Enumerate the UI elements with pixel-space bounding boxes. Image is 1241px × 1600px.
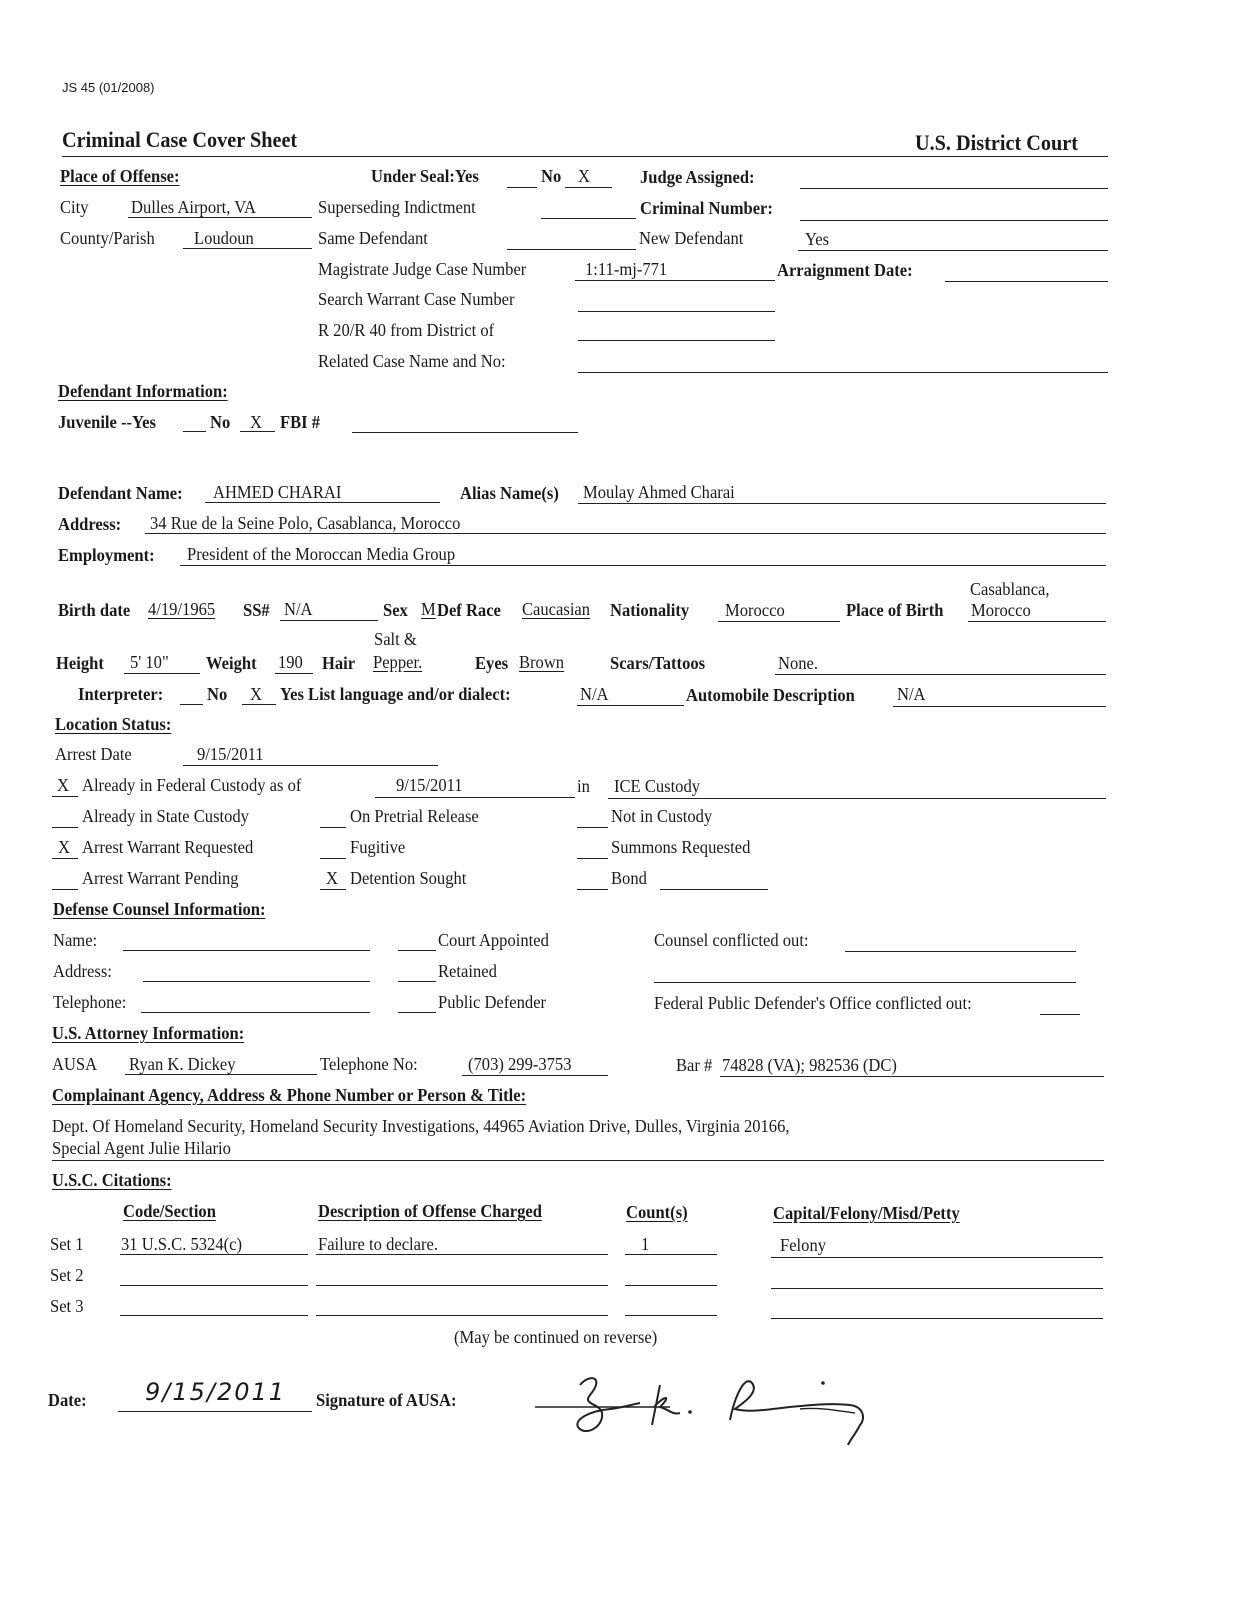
new-defendant-label: New Defendant bbox=[639, 228, 744, 248]
federal-label: Already in Federal Custody as of bbox=[82, 775, 302, 795]
continued-note: (May be continued on reverse) bbox=[454, 1327, 658, 1347]
city-value: Dulles Airport, VA bbox=[131, 197, 256, 217]
warrant-req-label: Arrest Warrant Requested bbox=[82, 837, 254, 857]
juvenile-no-field[interactable] bbox=[240, 431, 275, 432]
complainant-line2: Special Agent Julie Hilario bbox=[52, 1138, 231, 1158]
scars-label: Scars/Tattoos bbox=[610, 653, 706, 673]
conflicted-field[interactable] bbox=[845, 951, 1076, 952]
conflicted-label: Counsel conflicted out: bbox=[654, 930, 809, 950]
weight-field[interactable] bbox=[275, 673, 313, 674]
language-label: Yes List language and/or dialect: bbox=[280, 684, 511, 704]
interpreter-label: Interpreter: bbox=[78, 684, 164, 704]
city-label: City bbox=[60, 197, 89, 217]
ausa-value: Ryan K. Dickey bbox=[129, 1054, 236, 1074]
criminal-number-label: Criminal Number: bbox=[640, 198, 773, 218]
place-heading: Place of Offense: bbox=[60, 166, 180, 186]
phone-label: Telephone No: bbox=[320, 1054, 418, 1074]
code-value: 31 U.S.C. 5324(c) bbox=[121, 1234, 242, 1254]
interpreter-blank[interactable] bbox=[180, 704, 203, 705]
description-field[interactable] bbox=[316, 1254, 608, 1255]
under-seal-no-label: No bbox=[541, 166, 562, 186]
federal-checkbox[interactable] bbox=[52, 796, 78, 797]
retained-checkbox[interactable] bbox=[398, 981, 436, 982]
complainant-heading: Complainant Agency, Address & Phone Number or Person & Title: bbox=[52, 1085, 527, 1105]
race-value: Caucasian bbox=[522, 599, 591, 619]
new-defendant-value: Yes bbox=[805, 229, 830, 249]
height-field[interactable] bbox=[124, 673, 200, 674]
county-field[interactable] bbox=[183, 248, 312, 249]
address-value: 34 Rue de la Seine Polo, Casablanca, Morocco bbox=[150, 513, 461, 533]
nationality-label: Nationality bbox=[610, 600, 690, 620]
related-case-label: Related Case Name and No: bbox=[318, 351, 506, 371]
fbi-label: FBI # bbox=[280, 412, 321, 432]
alias-field[interactable] bbox=[578, 503, 1106, 504]
title-rule bbox=[62, 156, 1108, 157]
nationality-field[interactable] bbox=[718, 621, 840, 622]
federal-date: 9/15/2011 bbox=[396, 775, 463, 795]
defense-address-label: Address: bbox=[53, 961, 112, 981]
new-defendant-field[interactable] bbox=[798, 250, 1108, 251]
description-value: Failure to declare. bbox=[318, 1234, 439, 1254]
counts-value: 1 bbox=[641, 1234, 650, 1254]
interpreter-no-field[interactable] bbox=[242, 704, 276, 705]
interpreter-no-value: X bbox=[250, 684, 262, 704]
height-label: Height bbox=[56, 653, 104, 673]
ss-label: SS# bbox=[243, 600, 270, 620]
address-field[interactable] bbox=[145, 533, 1106, 534]
col-counts: Count(s) bbox=[626, 1202, 688, 1222]
juvenile-no-value: X bbox=[250, 412, 262, 432]
ausa-signature bbox=[530, 1365, 875, 1450]
pretrial-checkbox[interactable] bbox=[320, 827, 346, 828]
fbi-field[interactable] bbox=[352, 432, 578, 433]
summons-label: Summons Requested bbox=[611, 837, 751, 857]
complainant-field[interactable] bbox=[52, 1160, 1104, 1161]
warrant-pend-checkbox[interactable] bbox=[52, 889, 78, 890]
conflicted-field-2[interactable] bbox=[654, 982, 1076, 983]
same-defendant-label: Same Defendant bbox=[318, 228, 428, 248]
language-value: N/A bbox=[580, 684, 609, 704]
r20-label: R 20/R 40 from District of bbox=[318, 320, 495, 340]
code-field[interactable] bbox=[120, 1254, 308, 1255]
phone-value: (703) 299-3753 bbox=[468, 1054, 572, 1074]
judge-label: Judge Assigned: bbox=[640, 167, 755, 187]
pob-line2: Morocco bbox=[971, 600, 1031, 620]
court-name: U.S. District Court bbox=[915, 130, 1079, 155]
auto-field[interactable] bbox=[893, 706, 1106, 707]
sex-value: M bbox=[421, 599, 436, 619]
col-description: Description of Offense Charged bbox=[318, 1201, 542, 1221]
defense-heading: Defense Counsel Information: bbox=[53, 899, 266, 919]
detention-checkbox[interactable] bbox=[320, 889, 346, 890]
language-field[interactable] bbox=[577, 705, 684, 706]
defendant-name-value: AHMED CHARAI bbox=[213, 482, 342, 502]
arrest-date-label: Arrest Date bbox=[55, 744, 132, 764]
pob-line1: Casablanca, bbox=[970, 579, 1050, 599]
fpd-label: Federal Public Defender's Office conflicted out: bbox=[654, 993, 972, 1013]
scars-field[interactable] bbox=[775, 674, 1106, 675]
alias-value: Moulay Ahmed Charai bbox=[583, 482, 735, 502]
counts-field[interactable] bbox=[625, 1315, 717, 1316]
under-seal-label: Under Seal:Yes bbox=[371, 166, 479, 186]
employment-value: President of the Moroccan Media Group bbox=[187, 544, 456, 564]
ss-value: N/A bbox=[284, 599, 313, 619]
birth-value: 4/19/1965 bbox=[148, 599, 216, 619]
arraignment-field[interactable] bbox=[945, 281, 1108, 282]
federal-date-field[interactable] bbox=[375, 797, 575, 798]
location-heading: Location Status: bbox=[55, 714, 172, 734]
date-value: 9/15/2011 bbox=[145, 1378, 287, 1406]
pretrial-label: On Pretrial Release bbox=[350, 806, 479, 826]
auto-label: Automobile Description bbox=[686, 685, 855, 705]
search-warrant-label: Search Warrant Case Number bbox=[318, 289, 515, 309]
bond-checkbox[interactable] bbox=[577, 889, 608, 890]
counts-field[interactable] bbox=[625, 1285, 717, 1286]
detention-mark: X bbox=[326, 868, 338, 888]
date-field[interactable] bbox=[118, 1411, 312, 1412]
phone-field[interactable] bbox=[462, 1075, 608, 1076]
federal-mark: X bbox=[57, 775, 69, 795]
public-defender-checkbox[interactable] bbox=[398, 1012, 436, 1013]
set-label: Set 1 bbox=[50, 1234, 84, 1254]
in-label: in bbox=[577, 776, 590, 796]
class-field[interactable] bbox=[771, 1288, 1103, 1289]
under-seal-yes-field[interactable] bbox=[507, 187, 537, 188]
weight-label: Weight bbox=[206, 653, 257, 673]
form-id: JS 45 (01/2008) bbox=[62, 80, 155, 95]
magistrate-label: Magistrate Judge Case Number bbox=[318, 259, 527, 279]
juvenile-yes-field[interactable] bbox=[183, 431, 206, 432]
ausa-field[interactable] bbox=[125, 1074, 317, 1075]
counts-field[interactable] bbox=[625, 1254, 717, 1255]
auto-value: N/A bbox=[897, 684, 926, 704]
superseding-field[interactable] bbox=[541, 218, 636, 219]
class-field[interactable] bbox=[771, 1257, 1103, 1258]
col-code: Code/Section bbox=[123, 1201, 216, 1221]
bar-label: Bar # bbox=[676, 1055, 713, 1075]
eyes-label: Eyes bbox=[475, 653, 509, 673]
pob-field[interactable] bbox=[968, 621, 1106, 622]
hair-line1: Salt & bbox=[374, 629, 417, 649]
attorney-heading: U.S. Attorney Information: bbox=[52, 1023, 245, 1043]
fpd-field[interactable] bbox=[1040, 1014, 1080, 1015]
warrant-pend-label: Arrest Warrant Pending bbox=[82, 868, 239, 888]
fugitive-checkbox[interactable] bbox=[320, 858, 346, 859]
date-label: Date: bbox=[48, 1390, 87, 1410]
defense-name-field[interactable] bbox=[123, 950, 370, 951]
page-title: Criminal Case Cover Sheet bbox=[62, 127, 298, 152]
defense-telephone-label: Telephone: bbox=[53, 992, 127, 1012]
code-field[interactable] bbox=[120, 1285, 308, 1286]
birth-label: Birth date bbox=[58, 600, 131, 620]
retained-label: Retained bbox=[438, 961, 497, 981]
bond-label: Bond bbox=[611, 868, 647, 888]
alias-label: Alias Name(s) bbox=[460, 483, 559, 503]
col-class: Capital/Felony/Misd/Petty bbox=[773, 1203, 960, 1223]
set-label: Set 3 bbox=[50, 1296, 84, 1316]
juvenile-no-label: No bbox=[210, 412, 231, 432]
court-appointed-checkbox[interactable] bbox=[398, 950, 436, 951]
eyes-value: Brown bbox=[519, 652, 565, 672]
height-value: 5' 10" bbox=[130, 652, 169, 672]
not-custody-label: Not in Custody bbox=[611, 806, 713, 826]
hair-label: Hair bbox=[322, 653, 356, 673]
search-warrant-field[interactable] bbox=[578, 311, 775, 312]
magistrate-field[interactable] bbox=[575, 280, 775, 281]
employment-field[interactable] bbox=[180, 565, 1106, 566]
court-appointed-label: Court Appointed bbox=[438, 930, 549, 950]
detention-label: Detention Sought bbox=[350, 868, 467, 888]
address-label: Address: bbox=[58, 514, 122, 534]
not-custody-checkbox[interactable] bbox=[577, 827, 608, 828]
ausa-label: AUSA bbox=[52, 1054, 98, 1074]
warrant-req-checkbox[interactable] bbox=[52, 858, 78, 859]
arraignment-label: Arraignment Date: bbox=[777, 260, 913, 280]
county-label: County/Parish bbox=[60, 228, 155, 248]
state-label: Already in State Custody bbox=[82, 806, 249, 826]
scars-value: None. bbox=[778, 653, 819, 673]
same-defendant-field[interactable] bbox=[507, 249, 636, 250]
pob-label: Place of Birth bbox=[846, 600, 944, 620]
judge-field[interactable] bbox=[800, 188, 1108, 189]
summons-checkbox[interactable] bbox=[577, 858, 608, 859]
related-case-field[interactable] bbox=[578, 372, 1108, 373]
arrest-date-field[interactable] bbox=[183, 765, 438, 766]
juvenile-label: Juvenile --Yes bbox=[58, 412, 156, 432]
signature-label: Signature of AUSA: bbox=[316, 1390, 457, 1410]
interpreter-no-label: No bbox=[207, 684, 228, 704]
magistrate-value: 1:11-mj-771 bbox=[585, 259, 668, 279]
complainant-line1: Dept. Of Homeland Security, Homeland Security Investigations, 44965 Aviation Drive, Dulles, Virginia 20166, bbox=[52, 1116, 790, 1136]
arrest-date-value: 9/15/2011 bbox=[197, 744, 264, 764]
state-checkbox[interactable] bbox=[52, 827, 78, 828]
defense-address-field[interactable] bbox=[143, 981, 370, 982]
county-value: Loudoun bbox=[194, 228, 254, 248]
hair-line2: Pepper. bbox=[373, 652, 423, 672]
class-field[interactable] bbox=[771, 1318, 1103, 1319]
class-value: Felony bbox=[780, 1235, 827, 1255]
criminal-number-field[interactable] bbox=[800, 220, 1108, 221]
superseding-label: Superseding Indictment bbox=[318, 197, 476, 217]
code-field[interactable] bbox=[120, 1315, 308, 1316]
defendant-name-field[interactable] bbox=[205, 502, 440, 503]
warrant-req-mark: X bbox=[58, 837, 70, 857]
nationality-value: Morocco bbox=[725, 600, 785, 620]
city-field[interactable] bbox=[128, 217, 312, 218]
defense-telephone-field[interactable] bbox=[141, 1012, 370, 1013]
bond-field[interactable] bbox=[660, 889, 768, 890]
defendant-name-label: Defendant Name: bbox=[58, 483, 183, 503]
under-seal-no-field[interactable] bbox=[565, 187, 612, 188]
ss-field[interactable] bbox=[280, 620, 378, 621]
sex-label: Sex bbox=[383, 600, 408, 620]
fugitive-label: Fugitive bbox=[350, 837, 406, 857]
description-field[interactable] bbox=[316, 1285, 608, 1286]
set-label: Set 2 bbox=[50, 1265, 84, 1285]
weight-value: 190 bbox=[278, 652, 303, 672]
custody-field[interactable] bbox=[608, 798, 1106, 799]
defense-name-label: Name: bbox=[53, 930, 98, 950]
bar-value: 74828 (VA); 982536 (DC) bbox=[722, 1055, 897, 1075]
description-field[interactable] bbox=[316, 1315, 608, 1316]
citations-heading: U.S.C. Citations: bbox=[52, 1170, 172, 1190]
race-label: Def Race bbox=[437, 600, 501, 620]
public-defender-label: Public Defender bbox=[438, 992, 547, 1012]
under-seal-no-value: X bbox=[578, 166, 590, 186]
defendant-heading: Defendant Information: bbox=[58, 381, 228, 401]
employment-label: Employment: bbox=[58, 545, 155, 565]
custody-value: ICE Custody bbox=[614, 776, 701, 796]
bar-field[interactable] bbox=[720, 1076, 1104, 1077]
r20-field[interactable] bbox=[578, 340, 775, 341]
